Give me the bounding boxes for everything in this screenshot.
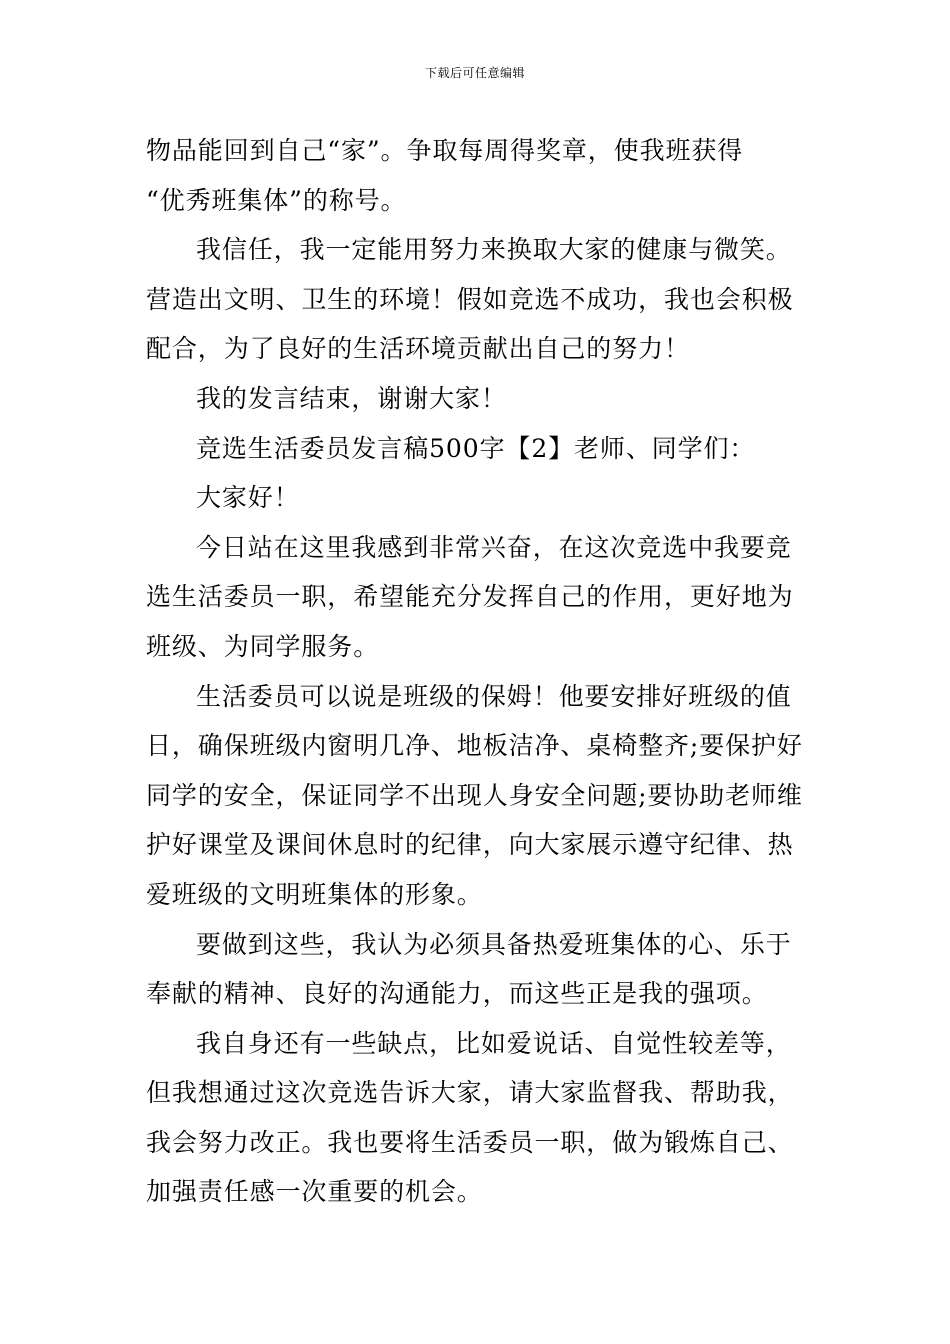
text-line: 班级、为同学服务。 [146,631,380,661]
text-line: 选生活委员一职，希望能充分发挥自己的作用，更好地为 [146,582,794,612]
text-line: 我会努力改正。我也要将生活委员一职，做为锻炼自己、 [146,1127,794,1157]
text-line: 同学的安全，保证同学不出现人身安全问题;要协助老师维 [146,780,803,810]
text-line: 奉献的精神、良好的沟通能力，而这些正是我的强项。 [146,979,768,1009]
text-line: 我的发言结束，谢谢大家！ [196,383,507,413]
text-line: 爱班级的文明班集体的形象。 [146,879,483,909]
text-line: 竞选生活委员发言稿500字【2】老师、同学们： [196,433,756,463]
text-line: 我信任，我一定能用努力来换取大家的健康与微笑。 [196,235,792,265]
text-line: “优秀班集体”的称号。 [146,185,407,215]
text-line: 营造出文明、卫生的环境！假如竞选不成功，我也会积极 [146,284,794,314]
page-header-note: 下载后可任意编辑 [424,66,525,80]
text-line: 我自身还有一些缺点，比如爱说话、自觉性较差等， [196,1028,792,1058]
text-line: 生活委员可以说是班级的保姆！他要安排好班级的值 [196,681,792,711]
document-body [146,126,810,1217]
text-line: 但我想通过这次竞选告诉大家，请大家监督我、帮助我， [146,1078,794,1108]
text-line: 物品能回到自己“家”。争取每周得奖章，使我班获得 [146,136,744,165]
text-line: 护好课堂及课间休息时的纪律，向大家展示遵守纪律、热 [146,830,794,860]
text-line: 配合，为了良好的生活环境贡献出自己的努力！ [146,334,690,364]
text-line: 加强责任感一次重要的机会。 [146,1177,483,1207]
text-line: 大家好！ [196,483,300,513]
text-line: 要做到这些，我认为必须具备热爱班集体的心、乐于 [196,929,792,959]
text-line: 今日站在这里我感到非常兴奋，在这次竞选中我要竞 [196,532,792,562]
text-line: 日，确保班级内窗明几净、地板洁净、桌椅整齐;要保护好 [146,731,803,761]
